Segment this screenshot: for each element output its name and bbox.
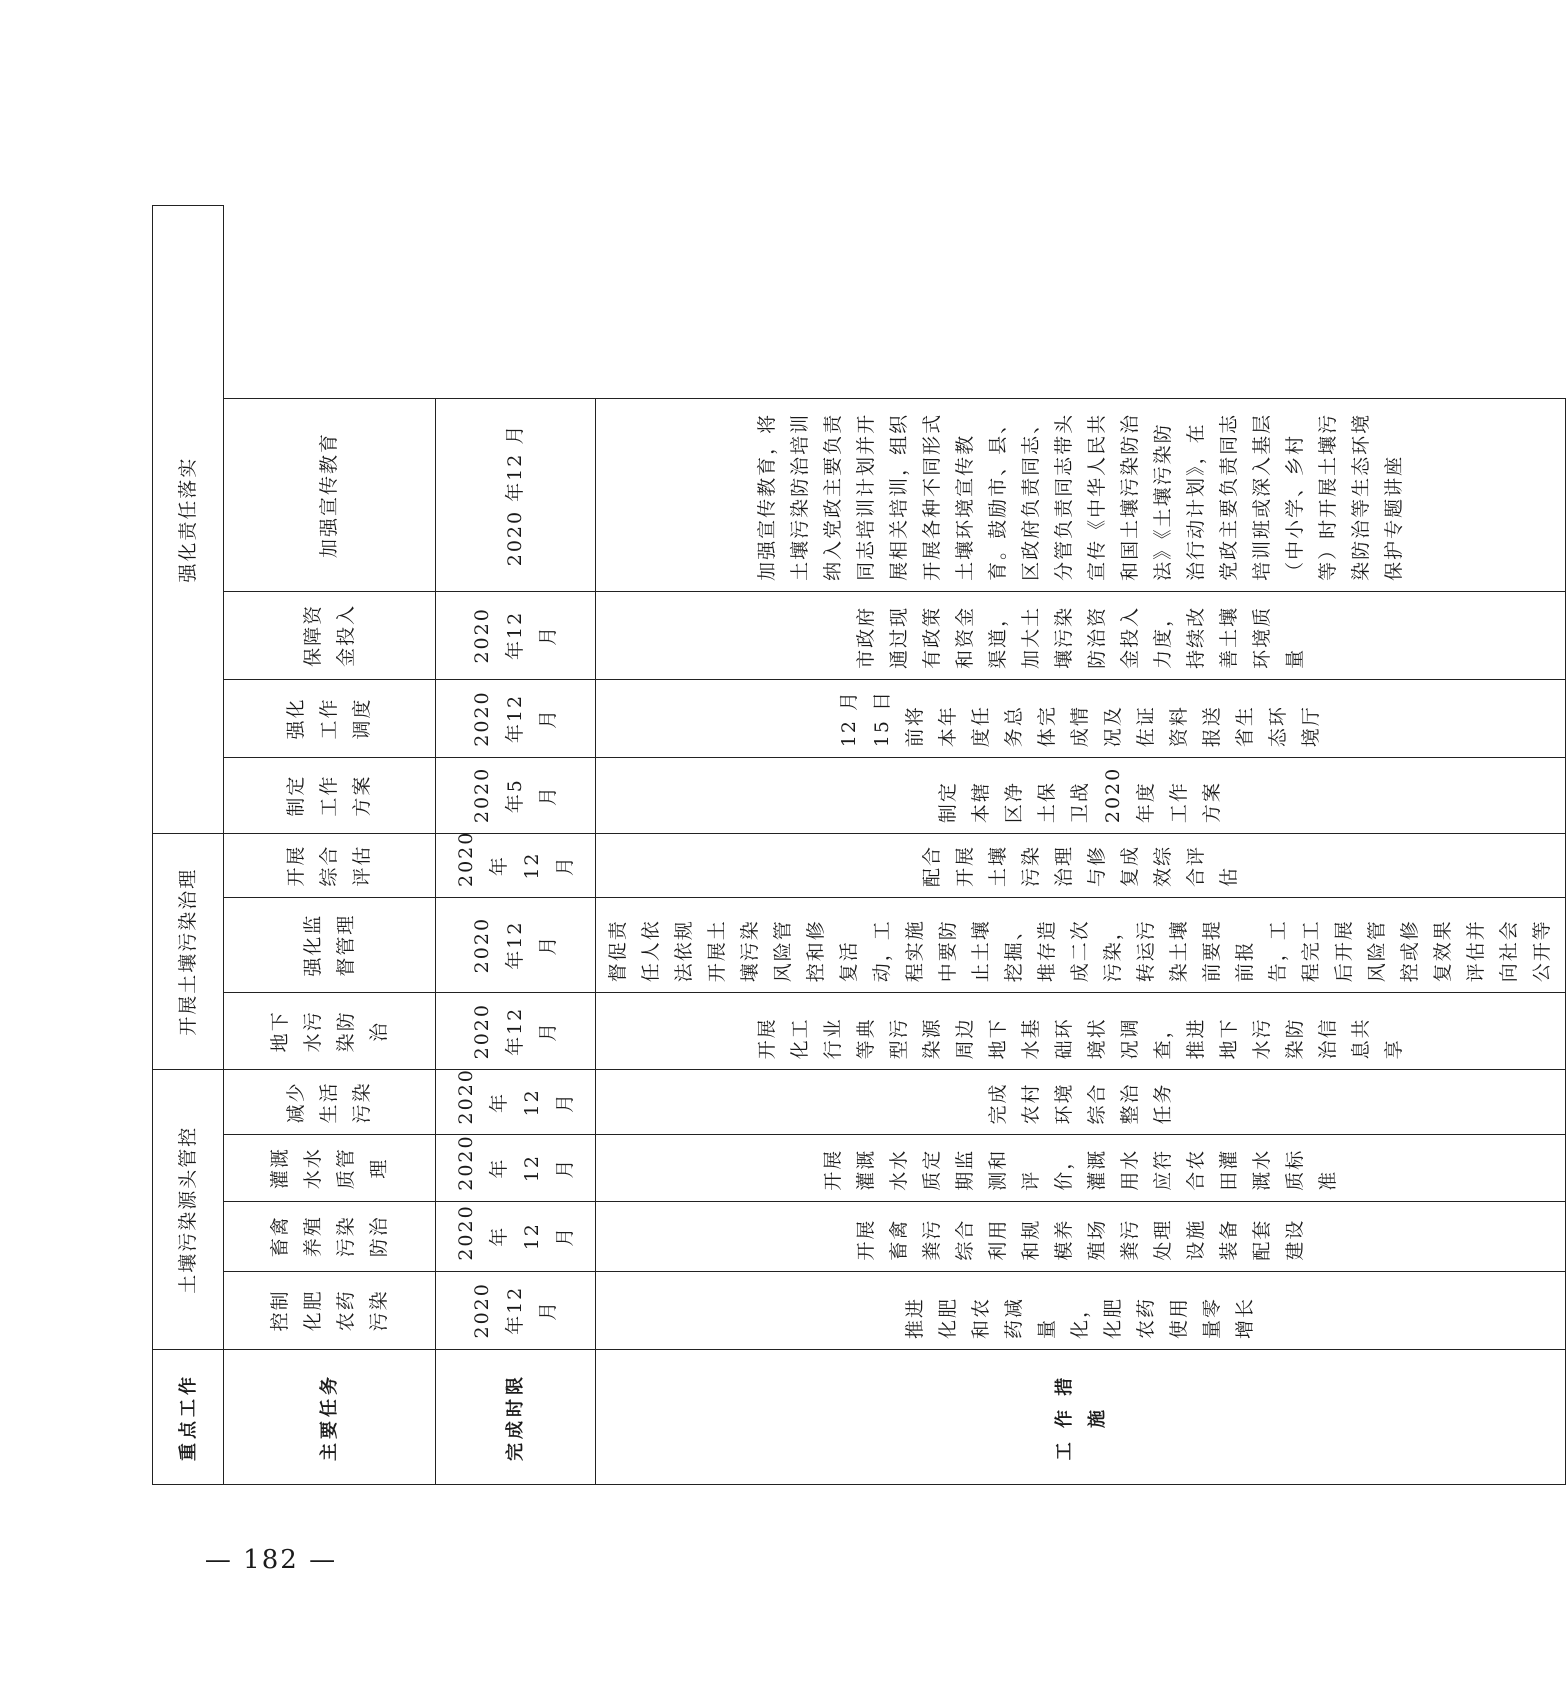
- deadline-cell: 2020 年12 月: [436, 1201, 596, 1271]
- task-cell: 强化监督管理: [224, 898, 436, 993]
- measure-cell: 开展化工行业等典型污染源周边地下水基础环境状况调查，推进地下水污染防治信息共享: [596, 993, 1566, 1070]
- measure-cell: 加强宣传教育，将土壤污染防治培训纳入党政主要负责同志培训计划并开展相关培训，组织开展各种不同形式土壤环境宣传教育。鼓励市、县、区政府负责同志、分管负责同志带头宣传《中华人民共和国土壤污染防治法》《土壤污染防治行动计划》，在党政主要负责同志培训班或深入基层（中小学、乡村等）时开展土壤污染防治等生态环境保护专题讲座: [596, 399, 1566, 592]
- task-cell: 制定工作方案: [224, 758, 436, 834]
- task-cell: 强化工作调度: [224, 679, 436, 757]
- measure-cell: 配合开展土壤污染治理与修复成效综合评估: [596, 834, 1566, 898]
- deadline-cell: 2020 年12 月: [436, 898, 596, 993]
- task-cell: 减少生活污染: [224, 1070, 436, 1135]
- task-cell: 畜禽养殖污染防治: [224, 1201, 436, 1271]
- deadline-cell: 2020 年12 月: [436, 591, 596, 679]
- measure-cell: 开展灌溉水水质定期监测和评价，灌溉用水应符合农田灌溉水质标准: [596, 1135, 1566, 1201]
- deadline-cell: 2020 年12 月: [436, 679, 596, 757]
- deadline-cell: 2020 年12 月: [436, 399, 596, 592]
- measure-row: [596, 206, 1566, 1485]
- deadline-cell: 2020 年12 月: [436, 1271, 596, 1349]
- rotated-table-container: [152, 205, 1553, 1485]
- deadline-cell: 2020 年12 月: [436, 1070, 596, 1135]
- page-number: — 182 —: [204, 1545, 338, 1575]
- task-cell: 地下水污染防治: [224, 993, 436, 1070]
- header-measures: 工 作 措 施: [596, 1350, 1566, 1485]
- measure-cell: 开展畜禽粪污综合利用和规模养殖场粪污处理设施装备配套建设: [596, 1201, 1566, 1271]
- task-cell: 加强宣传教育: [224, 399, 436, 592]
- measure-cell: 推进化肥和农药减量化，化肥农药使用量零增长: [596, 1271, 1566, 1349]
- deadline-row: [436, 206, 596, 1485]
- deadline-cell: 2020 年12 月: [436, 993, 596, 1070]
- deadline-cell: 2020 年12 月: [436, 1135, 596, 1201]
- task-cell: 控制化肥农药污染: [224, 1271, 436, 1349]
- deadline-cell: 2020 年5 月: [436, 758, 596, 834]
- header-main-task: 主要任务: [224, 1350, 436, 1485]
- task-row: [224, 206, 436, 1485]
- deadline-cell: 2020 年12 月: [436, 834, 596, 898]
- task-cell: 开展综合评估: [224, 834, 436, 898]
- header-deadline: 完成时限: [436, 1350, 596, 1485]
- measure-cell: 市政府通过现有政策和资金渠道，加大土壤污染防治资金投入力度，持续改善土壤环境质量: [596, 591, 1566, 679]
- group-header-row: [153, 206, 224, 1485]
- group-source-control: 土壤污染源头管控: [153, 1070, 224, 1350]
- work-plan-table: [152, 205, 1566, 1485]
- measure-cell: 12 月15 日前将本年度任务总体完成情况及佐证资料报送省生态环境厅: [596, 679, 1566, 757]
- measure-cell: 督促责任人依法依规开展土壤污染风险管控和修复活动，工程实施中要防止土壤挖掘、堆存造成二次污染，转运污染土壤前要提前报告，工程完工后开展风险管控或修复效果评估并向社会公开等: [596, 898, 1566, 993]
- header-key-work: 重点工作: [153, 1350, 224, 1485]
- measure-cell: 完成农村环境综合整治任务: [596, 1070, 1566, 1135]
- task-cell: 灌溉水水质管理: [224, 1135, 436, 1201]
- measure-cell: 制定本辖区净土保卫战2020 年度工作方案: [596, 758, 1566, 834]
- group-soil-remediation: 开展土壤污染治理: [153, 834, 224, 1070]
- group-responsibility: 强化责任落实: [153, 206, 224, 834]
- task-cell: 保障资金投入: [224, 591, 436, 679]
